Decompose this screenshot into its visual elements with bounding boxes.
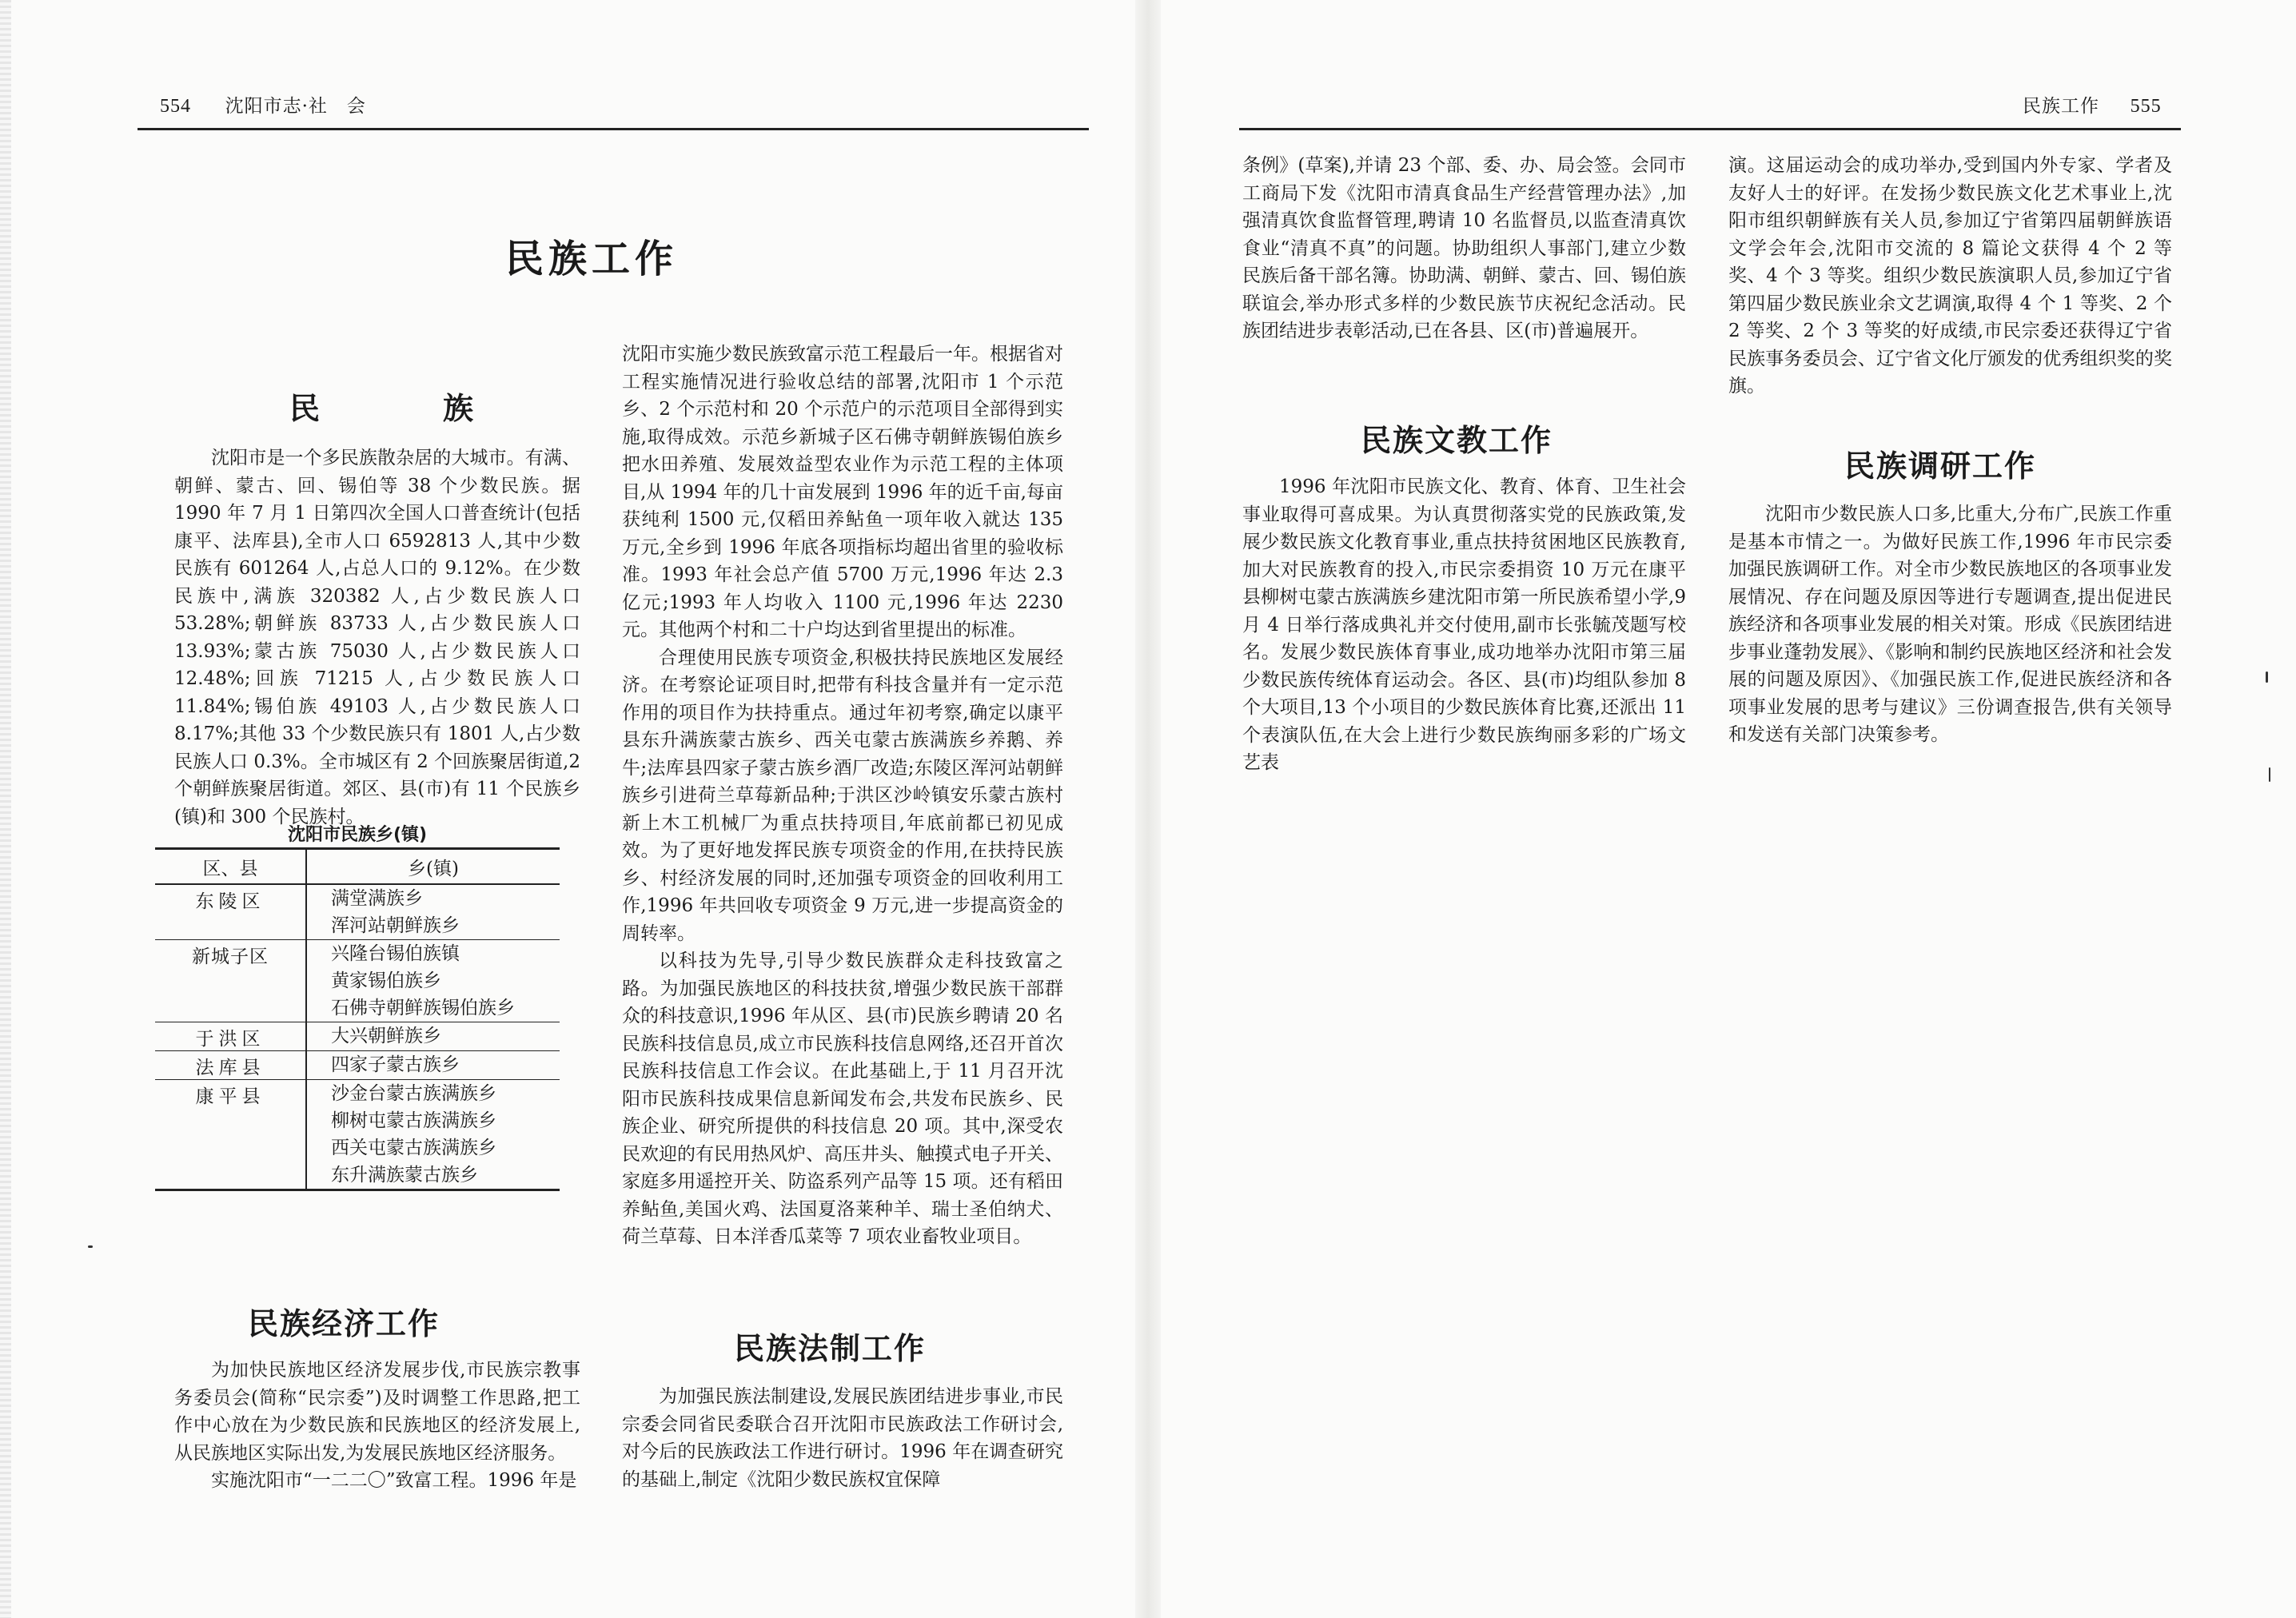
- page-number: 554: [160, 96, 191, 117]
- economy-text: [174, 1357, 580, 1495]
- township: 兴隆台锡伯族镇: [331, 943, 460, 964]
- running-title: 民族工作: [2023, 96, 2099, 117]
- book-gutter: [1135, 0, 1161, 1618]
- township: 石佛寺朝鲜族锡伯族乡: [331, 998, 515, 1018]
- ethnic-township-table: [155, 847, 560, 1191]
- district-cell: 法库县: [155, 1051, 306, 1080]
- law-paragraph: 条例》(草案),并请 23 个部、委、办、局会签。会同市工商局下发《沈阳市清真食品生产经营管理办法》,加强清真饮食监督管理,聘请 10 名监督员,以监查清真饮食业“清真不真”的问题。协助组织人事部门,建立少数民族后备干部名簿。协助满、朝鲜、蒙古、回、锡伯族联谊会,举办形式多样的少数民族节庆祝纪念活动。民族团结进步表彰活动,已在各县、区(市)普遍展开。: [1242, 155, 1686, 341]
- section-heading-minzu: 民 族: [289, 391, 520, 426]
- table-caption: 沈阳市民族乡(镇): [287, 825, 428, 845]
- table-row: [155, 940, 560, 1022]
- running-title: 沈阳市志·社 会: [225, 96, 366, 117]
- table-header-township: 乡(镇): [306, 849, 560, 885]
- page-number: 555: [2130, 96, 2162, 117]
- economy-paragraph: 实施沈阳市“一二二〇”致富工程。1996 年是: [211, 1470, 577, 1491]
- scan-speck: [2269, 767, 2270, 782]
- economy-text-continued: [622, 341, 1063, 1251]
- township: 沙金台蒙古族满族乡: [331, 1083, 496, 1104]
- header-rule: [138, 128, 1089, 130]
- economy-paragraph: 以科技为先导,引导少数民族群众走科技致富之路。为加强民族地区的科技扶贫,增强少数民族干部群众的科技意识,1996 年从区、县(市)民族乡聘请 20 名民族科技信息员,成立市民族科技信息网络,还召开首次民族科技信息工作会议。在此基础上,于 11 月召开沈阳市民族科技成果信息新闻发布会,共发布民族乡、民族企业、研究所提供的科技信息 20 项。其中,深受农民欢迎的有民用热风炉、高压井头、触摸式电子开关、家庭多用遥控开关、防盗系列产品等 15 项。还有稻田养鲇鱼,美国火鸡、法国夏洛莱种羊、瑞士圣伯纳犬、荷兰草莓、日本洋香瓜菜等 7 项农业畜牧业项目。: [622, 950, 1063, 1247]
- township: 西关屯蒙古族满族乡: [331, 1138, 496, 1158]
- township-cell: [306, 1022, 560, 1051]
- township: 四家子蒙古族乡: [331, 1054, 460, 1075]
- table-row: [155, 1080, 560, 1190]
- right-page: [1161, 0, 2296, 1618]
- law-text-continued: [1242, 152, 1686, 345]
- economy-paragraph: 沈阳市实施少数民族致富示范工程最后一年。根据省对工程实施情况进行验收总结的部署,沈阳市 1 个示范乡、2 个示范村和 20 个示范户的示范项目全部得到实施,取得成效。示范乡新城子区石佛寺朝鲜族锡伯族乡把水田养殖、发展效益型农业作为示范工程的主体项目,从 1994 年的几十亩发展到 1996 年的近千亩,每亩获纯利 1500 元,仅稻田养鲇鱼一项年收入就达 135 万元,全乡到 1996 年底各项指标均超出省里的验收标准。1993 年社会总产值 5700 万元,1996 年达 2.3 亿元;1993 年人均收入 1100 元,1996 年达 2230 元。其他两个村和二十户均达到省里提出的标准。: [622, 344, 1063, 640]
- district-cell: 东陵区: [155, 884, 306, 940]
- table-row: [155, 884, 560, 940]
- law-text: [622, 1383, 1063, 1493]
- running-head-right: [2023, 86, 2162, 126]
- running-head-left: [160, 86, 366, 126]
- township: 东升满族蒙古族乡: [331, 1165, 478, 1186]
- chapter-title: 民族工作: [505, 237, 679, 281]
- section-heading-culture: 民族文教工作: [1361, 423, 1553, 458]
- township: 黄家锡伯族乡: [331, 970, 441, 991]
- minzu-paragraph: 沈阳市是一个多民族散杂居的大城市。有满、朝鲜、蒙古、回、锡伯等 38 个少数民族。据 1990 年 7 月 1 日第四次全国人口普查统计(包括康平、法库县),全市人口 6592813 人,其中少数民族有 601264 人,占总人口的 9.12%。在少数民族中,满族 320382 人,占少数民族人口 53.28%;朝鲜族 83733 人,占少数民族人口 13.93%;蒙古族 75030 人,占少数民族人口 12.48%;回族 71215 人,占少数民族人口 11.84%;锡伯族 49103 人,占少数民族人口 8.17%;其他 33 个少数民族只有 1801 人,占少数民族人口 0.3%。全市城区有 2 个回族聚居街道,2 个朝鲜族聚居街道。郊区、县(市)有 11 个民族乡(镇)和 300 个民族村。: [174, 448, 580, 827]
- district-cell: 于洪区: [155, 1022, 306, 1051]
- economy-paragraph: 为加快民族地区经济发展步伐,市民族宗教事务委员会(简称“民宗委”)及时调整工作思路,把工作中心放在为少数民族和民族地区的经济发展上,从民族地区实际出发,为发展民族地区经济服务。: [174, 1360, 580, 1464]
- scan-speck: [2266, 672, 2268, 683]
- township-cell: [306, 940, 560, 1022]
- culture-text-continued: [1728, 152, 2172, 401]
- table-row: [155, 1051, 560, 1080]
- scan-speck: [88, 1245, 93, 1248]
- township: 柳树屯蒙古族满族乡: [331, 1110, 496, 1131]
- scan-edge: [0, 0, 11, 1618]
- left-page: [0, 0, 1135, 1618]
- township-cell: [306, 884, 560, 940]
- township-cell: [306, 1080, 560, 1190]
- township: 大兴朝鲜族乡: [331, 1026, 441, 1046]
- minzu-text: [174, 444, 580, 831]
- economy-paragraph: 合理使用民族专项资金,积极扶持民族地区发展经济。在考察论证项目时,把带有科技含量并有一定示范作用的项目作为扶持重点。通过年初考察,确定以康平县东升满族蒙古族乡、西关屯蒙古族满族乡养鹅、养牛;法库县四家子蒙古族乡酒厂改造;东陵区浑河站朝鲜族乡引进荷兰草莓新品种;于洪区沙岭镇安乐蒙古族村新上木工机械厂为重点扶持项目,年底前都已初见成效。为了更好地发挥民族专项资金的作用,在扶持民族乡、村经济发展的同时,还加强专项资金的回收利用工作,1996 年共回收专项资金 9 万元,进一步提高资金的周转率。: [622, 647, 1063, 944]
- research-paragraph: 沈阳市少数民族人口多,比重大,分布广,民族工作重是基本市情之一。为做好民族工作,1996 年市民宗委加强民族调研工作。对全市少数民族地区的各项事业发展情况、存在问题及原因等进行专题调查,提出促进民族经济和各项事业发展的相关对策。形成《民族团结进步事业蓬勃发展》、《影响和制约民族地区经济和社会发展的问题及原因》、《加强民族工作,促进民族经济和各项事业发展的思考与建议》三份调查报告,供有关领导和发送有关部门决策参考。: [1728, 504, 2172, 745]
- law-paragraph: 为加强民族法制建设,发展民族团结进步事业,市民宗委会同省民委联合召开沈阳市民族政法工作研讨会,对今后的民族政法工作进行研讨。1996 年在调查研究的基础上,制定《沈阳少数民族权宜保障: [622, 1386, 1063, 1490]
- township: 浑河站朝鲜族乡: [331, 915, 460, 936]
- section-heading-research: 民族调研工作: [1844, 448, 2037, 484]
- culture-text: [1242, 473, 1686, 777]
- header-rule: [1239, 128, 2181, 130]
- district-cell: 新城子区: [155, 940, 306, 1022]
- table-row: [155, 1022, 560, 1051]
- culture-paragraph: 1996 年沈阳市民族文化、教育、体育、卫生社会事业取得可喜成果。为认真贯彻落实党的民族政策,发展少数民族文化教育事业,重点扶持贫困地区民族教育,加大对民族教育的投入,市民宗委捐资 10 万元在康平县柳树屯蒙古族满族乡建沈阳市第一所民族希望小学,9 月 4 日举行落成典礼并交付使用,副市长张毓茂题写校名。发展少数民族体育事业,成功地举办沈阳市第三届少数民族传统体育运动会。各区、县(市)均组队参加 8 个大项目,13 个小项目的少数民族体育比赛,还派出 11 个表演队伍,在大会上进行少数民族绚丽多彩的广场文艺表: [1242, 476, 1686, 773]
- section-heading-law: 民族法制工作: [734, 1331, 927, 1366]
- section-heading-economy: 民族经济工作: [248, 1306, 440, 1341]
- district-cell: 康平县: [155, 1080, 306, 1190]
- township: 满堂满族乡: [331, 888, 423, 909]
- culture-paragraph: 演。这届运动会的成功举办,受到国内外专家、学者及友好人士的好评。在发扬少数民族文化艺术事业上,沈阳市组织朝鲜族有关人员,参加辽宁省第四届朝鲜族语文学会年会,沈阳市交流的 8 篇论文获得 4 个 2 等奖、4 个 3 等奖。组织少数民族演职人员,参加辽宁省第四届少数民族业余文艺调演,取得 4 个 1 等奖、2 个 2 等奖、2 个 3 等奖的好成绩,市民宗委还获得辽宁省民族事务委员会、辽宁省文化厅颁发的优秀组织奖的奖旗。: [1728, 155, 2172, 397]
- research-text: [1728, 500, 2172, 749]
- table-header-district: 区、县: [155, 849, 306, 885]
- township-cell: [306, 1051, 560, 1080]
